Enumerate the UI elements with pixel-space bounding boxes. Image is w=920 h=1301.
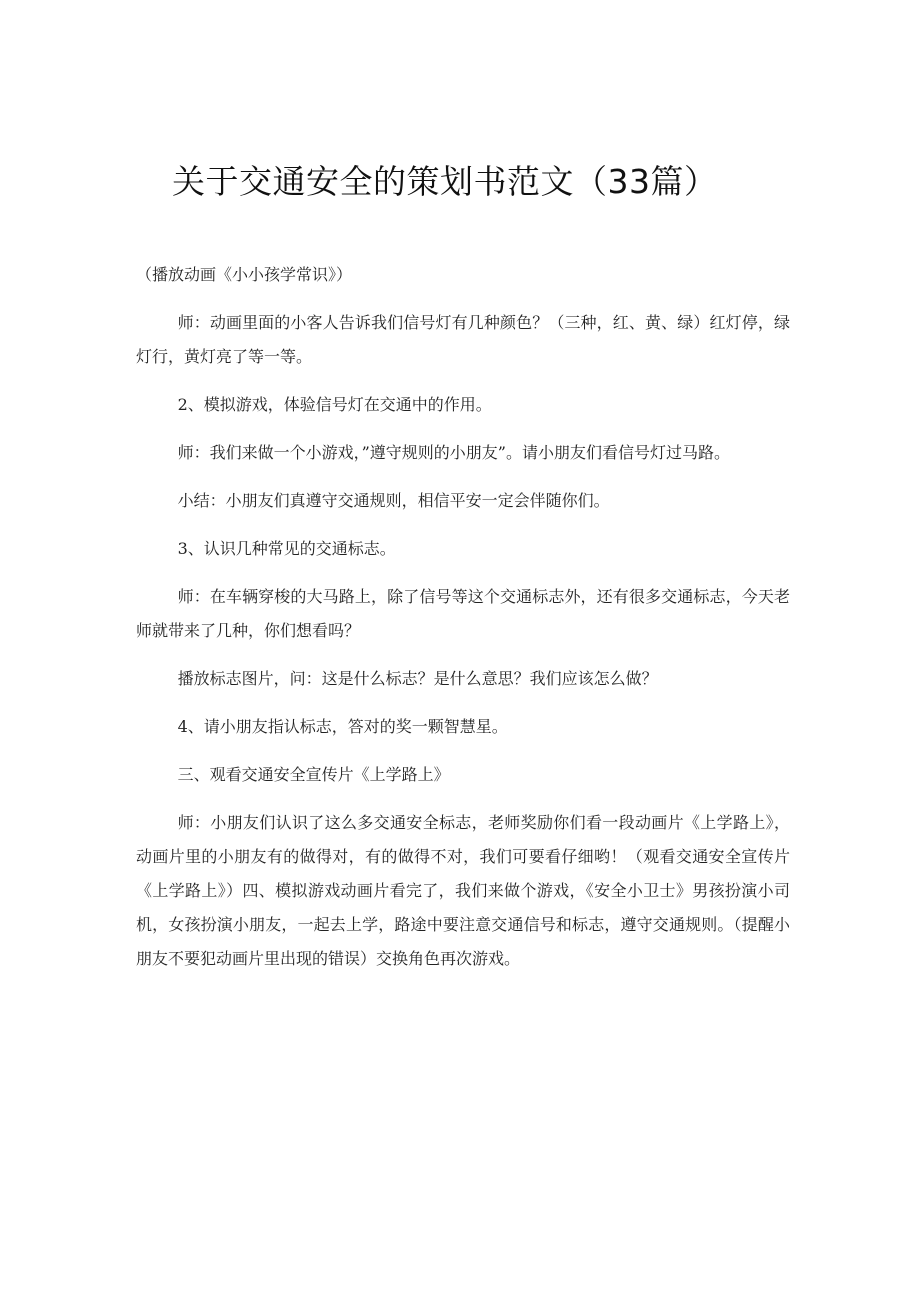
paragraph: 播放标志图片，问：这是什么标志？是什么意思？我们应该怎么做？: [177, 669, 658, 688]
paragraph: 4、请小朋友指认标志，答对的奖一颗智慧星。: [177, 717, 508, 736]
paragraph: 三、观看交通安全宣传片《上学路上》: [177, 765, 450, 784]
paragraph: 小结：小朋友们真遵守交通规则，相信平安一定会伴随你们。: [177, 491, 610, 510]
paragraph: 师：小朋友们认识了这么多交通安全标志，老师奖励你们看一段动画片《上学路上》，动画片里的小朋友有的做得对，有的做得不对，我们可要看仔细哟！（观看交通安全宣传片《上学路上》）四、模拟游戏动画片看完了，我们来做个游戏，《安全小卫士》男孩扮演小司机，女孩扮演小朋友，一起去上学，路途中要注意交通信号和标志，遵守交通规则。（提醒小朋友不要犯动画片里出现的错误）交换角色再次游戏。: [136, 813, 790, 968]
paragraph: 师：在车辆穿梭的大马路上，除了信号等这个交通标志外，还有很多交通标志，今天老师就带来了几种，你们想看吗？: [136, 587, 790, 640]
paragraph: 师：我们来做一个小游戏，”遵守规则的小朋友”。请小朋友们看信号灯过马路。: [177, 443, 730, 462]
paragraph: （播放动画《小小孩学常识》）: [136, 265, 353, 284]
paragraph: 师：动画里面的小客人告诉我们信号灯有几种颜色？（三种，红、黄、绿）红灯停，绿灯行，黄灯亮了等一等。: [136, 313, 790, 366]
document-title: 关于交通安全的策划书范文（33篇）: [172, 162, 718, 201]
document-body: [136, 258, 790, 990]
paragraph: 3、认识几种常见的交通标志。: [177, 539, 396, 558]
paragraph: 2、模拟游戏，体验信号灯在交通中的作用。: [177, 395, 492, 414]
